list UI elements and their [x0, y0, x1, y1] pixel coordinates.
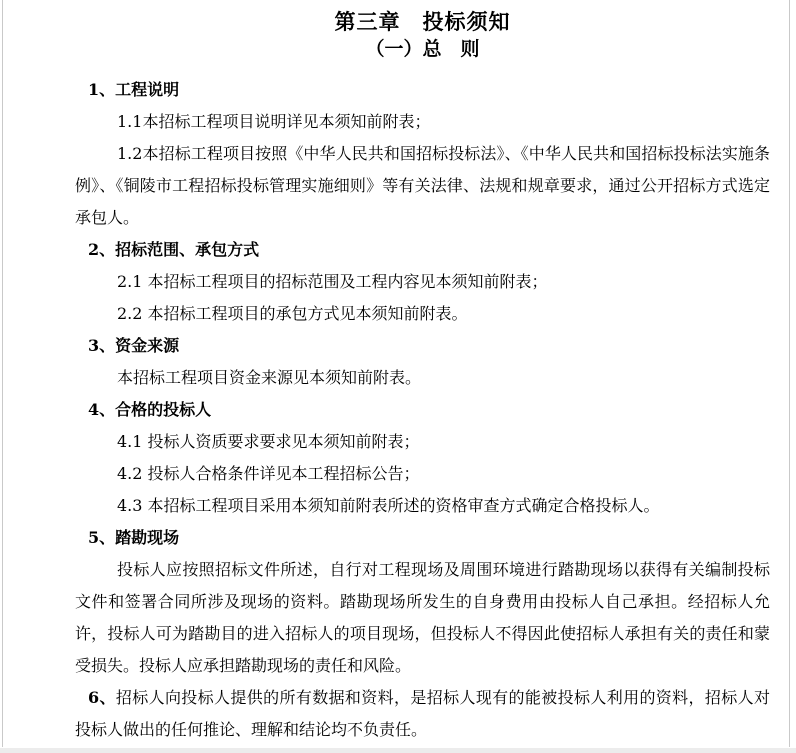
heading-project-description: 1、工程说明 [88, 80, 180, 99]
paragraph-6-text: 招标人向投标人提供的所有数据和资料，是招标人现有的能被投标人利用的资料，招标人对投标人做出的任何推论、理解和结论均不负责任。 [75, 688, 770, 739]
page-bottom-edge [0, 748, 796, 753]
heading-site-visit: 5、踏勘现场 [88, 528, 180, 547]
heading-qualified-bidders: 4、合格的投标人 [88, 400, 212, 419]
paragraph-6 [75, 682, 770, 746]
page-left-border [2, 0, 3, 747]
paragraph-2-2: 2.2 本招标工程项目的承包方式见本须知前附表。 [117, 304, 468, 323]
paragraph-1-2: 1.2本招标工程项目按照《中华人民共和国招标投标法》、《中华人民共和国招标投标法实施条例》、《铜陵市工程招标投标管理实施细则》等有关法律、法规和规章要求，通过公开招标方式选定承包人。 [75, 144, 770, 227]
heading-bid-scope: 2、招标范围、承包方式 [88, 240, 260, 259]
page-right-border [789, 0, 790, 747]
part-title: （一）总 则 [365, 38, 480, 60]
paragraph-4-1: 4.1 投标人资质要求要求见本须知前附表； [117, 432, 420, 451]
chapter-title: 第三章 投标须知 [334, 9, 511, 34]
paragraph-3-1: 本招标工程项目资金来源见本须知前附表。 [117, 368, 422, 387]
paragraph-6-number: 6、 [88, 688, 116, 707]
paragraph-4-2: 4.2 投标人合格条件详见本工程招标公告； [117, 464, 420, 483]
document-content [75, 8, 770, 746]
paragraph-5-1: 投标人应按照招标文件所述，自行对工程现场及周围环境进行踏勘现场以获得有关编制投标文件和签署合同所涉及现场的资料。踏勘现场所发生的自身费用由投标人自己承担。经招标人允许，投标人可为踏勘目的进入招标人的项目现场，但投标人不得因此使招标人承担有关的责任和蒙受损失。投标人应承担踏勘现场的责任和风险。 [75, 560, 770, 675]
paragraph-2-1: 2.1 本招标工程项目的招标范围及工程内容见本须知前附表； [117, 272, 548, 291]
paragraph-4-3: 4.3 本招标工程项目采用本须知前附表所述的资格审查方式确定合格投标人。 [117, 496, 660, 515]
paragraph-1-1: 1.1本招标工程项目说明详见本须知前附表； [117, 112, 431, 131]
heading-funding-source: 3、资金来源 [88, 336, 180, 355]
